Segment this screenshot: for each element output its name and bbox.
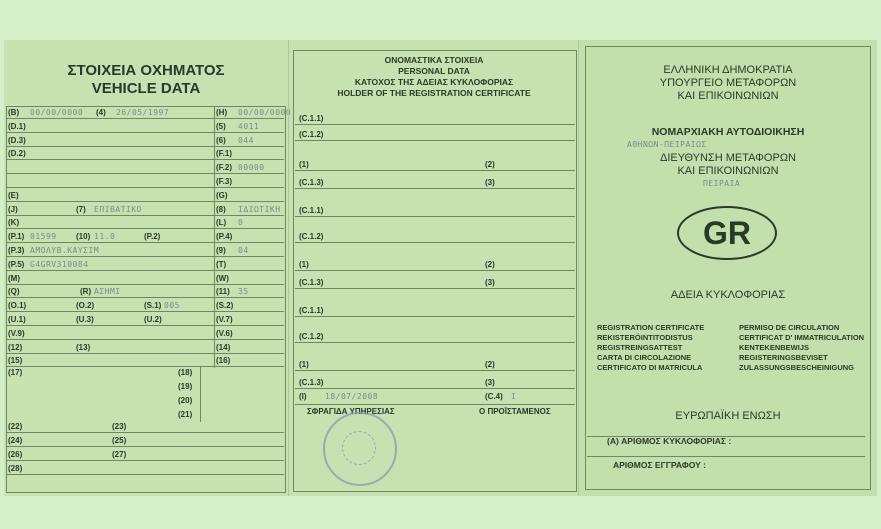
field-label: (C.1.3) — [299, 278, 324, 287]
field-label: (F.1) — [216, 149, 232, 159]
cert-name: ZULASSUNGSBESCHEINIGUNG — [739, 363, 855, 372]
cert-name: CERTIFICATO DI MATRICULA — [597, 363, 703, 372]
directorate-value: ΠΕΙΡΑΙΑ — [703, 179, 741, 188]
field-label: (2) — [485, 360, 495, 369]
field-label: (L) — [216, 218, 227, 228]
field-value: 35 — [238, 287, 249, 297]
field-label: (U.3) — [76, 315, 94, 324]
field-value: 00/00/0000 — [30, 108, 84, 117]
field-label: (S.2) — [216, 301, 234, 311]
field-value: 04 — [238, 246, 249, 255]
field-value: ΑΣΗΜΙ — [94, 287, 121, 297]
field-label: (2) — [485, 160, 495, 169]
field-label: (14) — [216, 342, 231, 352]
cert-name: CARTA DI CIRCOLAZIONE — [597, 353, 692, 362]
table-row — [295, 258, 575, 271]
field-label: (G) — [216, 190, 228, 200]
field-label: (27) — [112, 450, 127, 459]
field-label: (P.2) — [144, 232, 161, 242]
field-value: 00000 — [238, 163, 265, 173]
field-label: (4) — [96, 108, 106, 117]
field-value: 26/05/1997 — [116, 108, 170, 117]
country-code-oval — [677, 206, 777, 260]
table-row — [6, 434, 284, 447]
field-value: 044 — [238, 135, 254, 145]
field-label: (15) — [8, 356, 23, 366]
field-label: (16) — [216, 356, 231, 366]
table-row — [295, 204, 575, 217]
field-label: (U.1) — [8, 315, 26, 324]
field-label: (O.2) — [76, 301, 95, 311]
field-20-label: (20) — [178, 396, 193, 405]
directorate-title-2: ΚΑΙ ΕΠΙΚΟΙΝΩΝΙΩΝ — [677, 165, 779, 177]
field-label: (C.1.2) — [299, 332, 324, 341]
field-label: (H) — [216, 108, 228, 117]
field-label: (V.9) — [8, 328, 25, 338]
field-value: 00/00/0000 — [238, 108, 292, 117]
field-label: (F.3) — [216, 177, 232, 186]
field-value: 4011 — [238, 121, 260, 131]
field-label: (D.3) — [8, 135, 26, 145]
divider — [587, 444, 865, 457]
document-number-label: ΑΡΙΘΜΟΣ ΕΓΓΡΑΦΟΥ : — [613, 460, 706, 470]
prefecture-title: ΝΟΜΑΡΧΙΑΚΗ ΑΥΤΟΔΙΟΙΚΗΣΗ — [651, 126, 805, 138]
field-label: (3) — [485, 278, 495, 287]
field-i-value: 18/07/2008 — [325, 392, 379, 401]
field-c4-value: I — [511, 392, 517, 401]
field-label: (C.1.1) — [299, 206, 324, 215]
table-row — [295, 176, 575, 189]
field-label: (1) — [299, 360, 309, 369]
field-c4-label: (C.4) — [485, 392, 503, 401]
cert-name: PERMISO DE CIRCULATION — [739, 323, 840, 332]
field-label: (C.1.1) — [299, 114, 324, 123]
directorate-title: ΔΙΕΥΘΥΝΣΗ ΜΕΤΑΦΟΡΩΝ — [659, 152, 796, 164]
field-label: (12) — [8, 342, 23, 352]
field-19-label: (19) — [178, 382, 193, 391]
field-label: (W) — [216, 273, 229, 283]
field-18-label: (18) — [178, 368, 193, 377]
table-row — [295, 358, 575, 371]
field-label: (8) — [216, 204, 226, 214]
field-label: (C.1.3) — [299, 378, 324, 387]
field-label: (B) — [8, 108, 20, 117]
field-label: (J) — [8, 204, 18, 214]
field-label: (D.2) — [8, 149, 26, 159]
field-label: (P.5) — [8, 259, 25, 269]
table-row — [295, 392, 575, 405]
country-code: GR — [703, 214, 751, 251]
table-row — [6, 462, 284, 475]
table-row — [295, 158, 575, 171]
office-stamp — [323, 412, 397, 486]
field-label: (28) — [8, 464, 23, 473]
field-label: (9) — [216, 246, 226, 255]
field-label: (C.1.1) — [299, 306, 324, 315]
field-label: (P.3) — [8, 246, 25, 255]
ministry-title: ΥΠΟΥΡΓΕΙΟ ΜΕΤΑΦΟΡΩΝ — [659, 77, 797, 89]
eu-title: ΕΥΡΩΠΑΪΚΗ ΕΝΩΣΗ — [675, 410, 781, 422]
field-label: (P.4) — [216, 232, 233, 242]
republic-title: ΕΛΛΗΝΙΚΗ ΔΗΜΟΚΡΑΤΙΑ — [663, 64, 793, 76]
cert-name: REGISTERINGSBEVISET — [739, 353, 828, 362]
field-label: (24) — [8, 436, 23, 445]
field-label: (2) — [485, 260, 495, 269]
field-label: (5) — [216, 121, 226, 131]
vehicle-data-panel — [4, 40, 292, 496]
field-value: ΙΔΙΩΤΙΚΗ — [238, 204, 281, 214]
field-value: ΕΠΙΒΑΤΙΚΟ — [94, 204, 142, 214]
field-label: (R) — [80, 287, 92, 297]
vehicle-data-title-gr: ΣΤΟΙΧΕΙΑ ΟΧΗΜΑΤΟΣ — [67, 62, 225, 79]
field-label: (C.1.2) — [299, 232, 324, 241]
field-label: (6) — [216, 135, 226, 145]
field-label: (E) — [8, 190, 19, 200]
table-row — [295, 376, 575, 389]
table-row — [295, 128, 575, 141]
field-label: (V.7) — [216, 315, 233, 324]
field-value: 01599 — [30, 232, 57, 242]
field-label: (1) — [299, 260, 309, 269]
field-value: G4GRV310084 — [30, 259, 89, 269]
field-label: (13) — [76, 342, 91, 352]
table-row — [6, 448, 284, 461]
personal-data-title-en: PERSONAL DATA — [398, 66, 470, 76]
field-label: (K) — [8, 218, 20, 228]
table-row — [295, 112, 575, 125]
field-label: (Q) — [8, 287, 20, 297]
field-label: (10) — [76, 232, 91, 242]
field-label: (C.1.3) — [299, 178, 324, 187]
field-label: (11) — [216, 287, 230, 297]
cover-panel — [578, 40, 877, 496]
field-value: 0 — [238, 218, 244, 228]
cert-name: REGISTRATION CERTIFICATE — [597, 323, 705, 332]
vehicle-data-title-en: VEHICLE DATA — [91, 80, 201, 97]
field-label: (25) — [112, 436, 127, 445]
field-label: (V.6) — [216, 328, 233, 338]
cert-name: REKISTERÖINTITODISTUS — [597, 333, 693, 342]
table-row — [295, 276, 575, 289]
holder-title-gr: ΚΑΤΟΧΟΣ ΤΗΣ ΑΔΕΙΑΣ ΚΥΚΛΟΦΟΡΙΑΣ — [354, 77, 514, 87]
field-17-label: (17) — [8, 368, 23, 377]
field-i-label: (I) — [299, 392, 307, 401]
field-label: (26) — [8, 450, 23, 459]
field-21-label: (21) — [178, 410, 193, 419]
field-label: (7) — [76, 204, 86, 214]
table-row — [6, 420, 284, 433]
registration-document — [4, 40, 876, 496]
field-value: 11.0 — [94, 232, 116, 242]
field-label: (M) — [8, 273, 20, 283]
holder-title-en: HOLDER OF THE REGISTRATION CERTIFICATE — [337, 88, 531, 98]
field-label: (23) — [112, 422, 127, 431]
personal-data-title-gr: ΟΝΟΜΑΣΤΙΚΑ ΣΤΟΙΧΕΙΑ — [384, 55, 484, 65]
cert-name: CERTIFICAT D' IMMATRICULATION — [739, 333, 865, 342]
table-row — [295, 304, 575, 317]
stamp-label: ΣΦΡΑΓΙΔΑ ΥΠΗΡΕΣΙΑΣ — [307, 407, 395, 416]
field-label: (F.2) — [216, 163, 232, 173]
field-label: (3) — [485, 378, 495, 387]
prefecture-value: ΑΘΗΝΩΝ-ΠΕΙΡΑΙΩΣ — [627, 140, 707, 149]
field-label: (T) — [216, 259, 227, 269]
field-label: (22) — [8, 422, 23, 431]
divider — [200, 366, 201, 422]
personal-data-panel — [288, 40, 579, 496]
chief-label: Ο ΠΡΟΪΣΤΑΜΕΝΟΣ — [479, 407, 551, 416]
cert-name: REGISTREINGSATTEST — [597, 343, 683, 352]
field-value: ΑΜΟΛΥΒ.ΚΑΥΣΙΜ — [30, 246, 100, 255]
table-row — [295, 330, 575, 343]
field-value: 005 — [164, 301, 180, 311]
field-label: (1) — [299, 160, 309, 169]
registration-number-label: (A) ΑΡΙΘΜΟΣ ΚΥΚΛΟΦΟΡΙΑΣ : — [607, 436, 732, 446]
field-label: (P.1) — [8, 232, 25, 242]
cert-name: KENTEKENBEWIJS — [739, 343, 810, 352]
field-label: (O.1) — [8, 301, 27, 311]
field-label: (D.1) — [8, 121, 26, 131]
field-label: (3) — [485, 178, 495, 187]
field-label: (U.2) — [144, 315, 162, 324]
table-row — [295, 230, 575, 243]
license-title: ΑΔΕΙΑ ΚΥΚΛΟΦΟΡΙΑΣ — [670, 289, 786, 301]
ministry-title-2: ΚΑΙ ΕΠΙΚΟΙΝΩΝΙΩΝ — [677, 90, 779, 102]
field-label: (C.1.2) — [299, 130, 324, 139]
field-label: (S.1) — [144, 301, 162, 311]
